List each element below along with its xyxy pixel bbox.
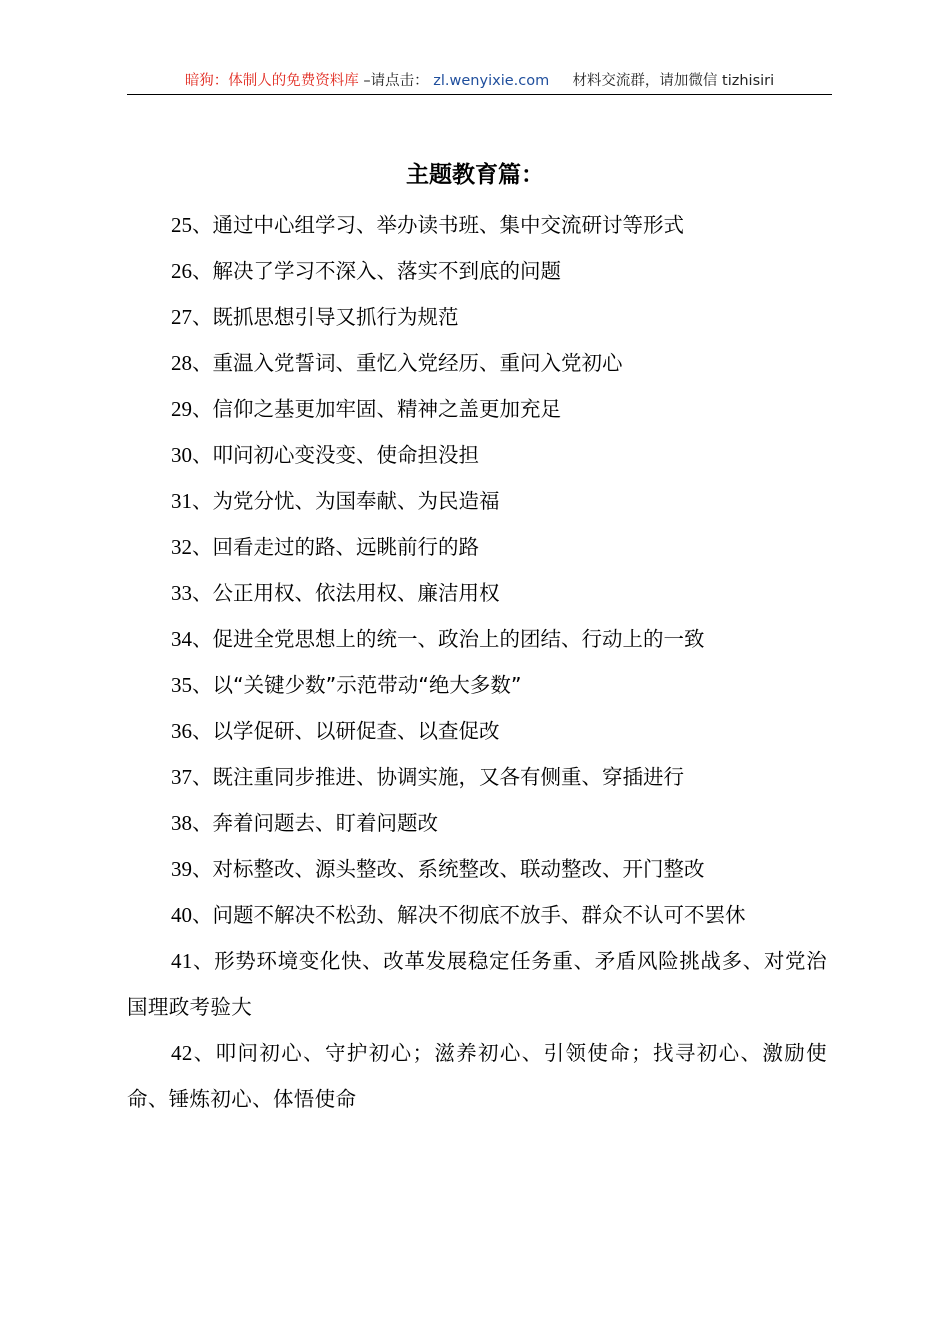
item-text: 、回看走过的路、远眺前行的路 xyxy=(192,535,479,559)
header-url-link[interactable]: zl.wenyixie.com xyxy=(433,73,550,89)
item-text: 、既注重同步推进、协调实施，又各有侧重、穿插进行 xyxy=(192,765,684,789)
item-number: 32 xyxy=(171,535,192,559)
list-item xyxy=(127,662,827,708)
item-text: 、信仰之基更加牢固、精神之盖更加充足 xyxy=(192,397,561,421)
phrase-list xyxy=(127,202,827,1122)
item-number: 30 xyxy=(171,443,192,467)
list-item xyxy=(127,248,827,294)
header-prompt: –请点击： xyxy=(363,73,429,89)
list-item xyxy=(127,386,827,432)
item-text: 、为党分忧、为国奉献、为民造福 xyxy=(192,489,500,513)
item-number: 29 xyxy=(171,397,192,421)
item-number: 41 xyxy=(171,949,193,973)
item-number: 35 xyxy=(171,673,192,697)
list-item xyxy=(127,892,827,938)
item-number: 28 xyxy=(171,351,192,375)
header-note: 材料交流群，请加微信 tizhisiri xyxy=(572,73,775,89)
item-text: 、问题不解决不松劲、解决不彻底不放手、群众不认可不罢休 xyxy=(192,903,746,927)
list-item xyxy=(127,524,827,570)
item-number: 36 xyxy=(171,719,192,743)
list-item xyxy=(127,294,827,340)
list-item xyxy=(127,570,827,616)
list-item xyxy=(127,202,827,248)
list-item xyxy=(127,938,827,1030)
list-item xyxy=(127,1030,827,1122)
list-item xyxy=(127,432,827,478)
page-header xyxy=(127,68,832,95)
item-number: 31 xyxy=(171,489,192,513)
item-text: 、通过中心组学习、举办读书班、集中交流研讨等形式 xyxy=(192,213,684,237)
item-text: 、奔着问题去、盯着问题改 xyxy=(192,811,438,835)
item-number: 34 xyxy=(171,627,192,651)
item-text: 、既抓思想引导又抓行为规范 xyxy=(192,305,459,329)
item-number: 40 xyxy=(171,903,192,927)
list-item xyxy=(127,754,827,800)
list-item xyxy=(127,616,827,662)
list-item xyxy=(127,478,827,524)
header-brand: 暗狗：体制人的免费资料库 xyxy=(184,73,359,89)
item-number: 39 xyxy=(171,857,192,881)
item-number: 27 xyxy=(171,305,192,329)
item-number: 25 xyxy=(171,213,192,237)
item-number: 42 xyxy=(171,1041,193,1065)
page-title: 主题教育篇： xyxy=(406,161,544,188)
list-item xyxy=(127,800,827,846)
list-item xyxy=(127,708,827,754)
item-number: 33 xyxy=(171,581,192,605)
item-text: 、公正用权、依法用权、廉洁用权 xyxy=(192,581,500,605)
list-item xyxy=(127,340,827,386)
item-text: 、重温入党誓词、重忆入党经历、重问入党初心 xyxy=(192,351,623,375)
item-text: 、以学促研、以研促查、以查促改 xyxy=(192,719,500,743)
item-number: 37 xyxy=(171,765,192,789)
item-text: 、形势环境变化快、改革发展稳定任务重、矛盾风险挑战多、对党治国理政考验大 xyxy=(127,949,827,1019)
item-text: 、以“关键少数”示范带动“绝大多数” xyxy=(192,673,522,697)
item-text: 、对标整改、源头整改、系统整改、联动整改、开门整改 xyxy=(192,857,705,881)
item-text: 、叩问初心、守护初心；滋养初心、引领使命；找寻初心、激励使命、锤炼初心、体悟使命 xyxy=(127,1041,827,1111)
item-text: 、促进全党思想上的统一、政治上的团结、行动上的一致 xyxy=(192,627,705,651)
list-item xyxy=(127,846,827,892)
item-text: 、叩问初心变没变、使命担没担 xyxy=(192,443,479,467)
item-number: 38 xyxy=(171,811,192,835)
item-number: 26 xyxy=(171,259,192,283)
item-text: 、解决了学习不深入、落实不到底的问题 xyxy=(192,259,561,283)
